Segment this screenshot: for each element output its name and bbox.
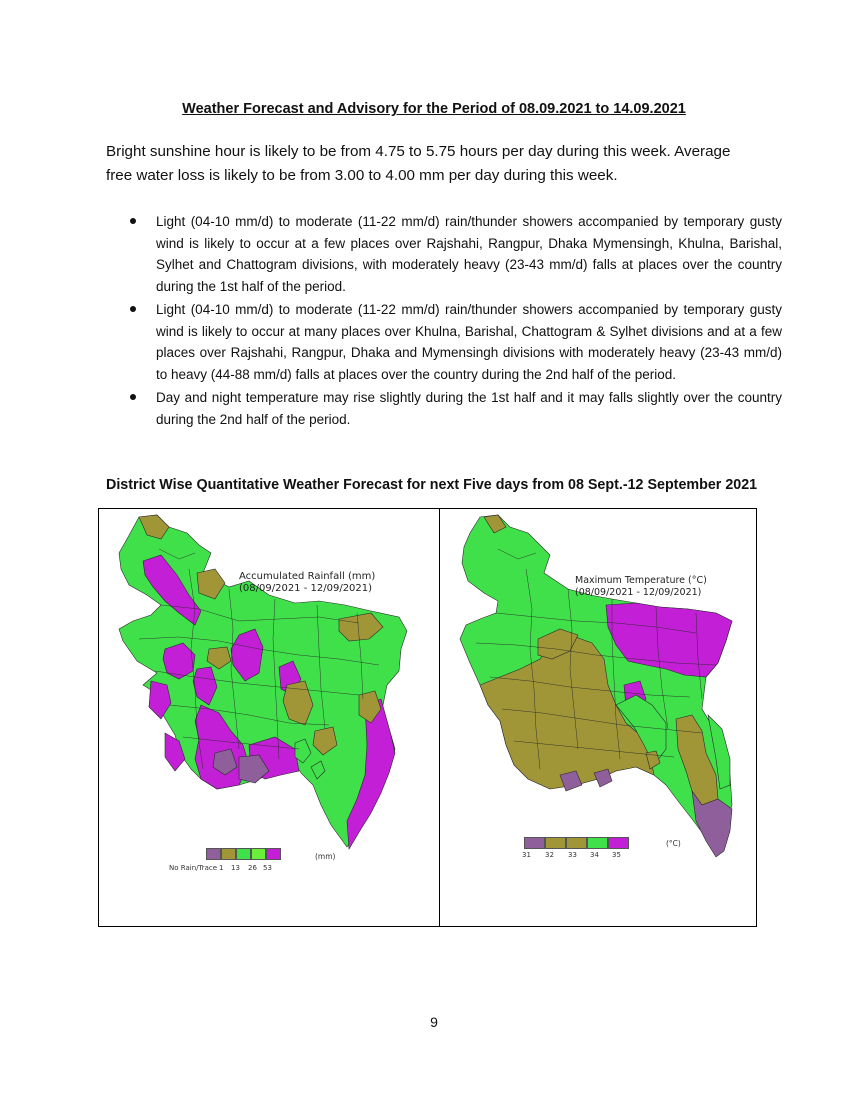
temperature-map-panel — [440, 509, 756, 926]
document-title: Weather Forecast and Advisory for the Period of 08.09.2021 to 14.09.2021 — [182, 101, 686, 117]
rainfall-legend-label: 1 — [219, 864, 224, 872]
section-subtitle: District Wise Quantitative Weather Forecast for next Five days from 08 Sept.-12 September 2021 — [106, 477, 758, 493]
rainfall-legend-swatch — [251, 848, 266, 860]
temperature-map-title-line-1: Maximum Temperature (°C) — [575, 575, 707, 586]
intro-paragraph — [106, 140, 756, 188]
temperature-legend-swatch — [566, 837, 587, 849]
bullet-icon — [130, 306, 136, 312]
temperature-legend-label: 35 — [612, 851, 621, 859]
rainfall-legend — [169, 848, 289, 880]
bullet-icon — [130, 394, 136, 400]
advisory-text: Light (04-10 mm/d) to moderate (11-22 mm/d) rain/thunder showers accompanied by temporary gusty wind is likely to occur at many places over Khulna, Barishal, Chattogram & Sylhet divisions and at a few places over Rajshahi, Rangpur, Dhaka and Mymensingh divisions with moderately heavy (23-43 mm/d) to heavy (44-88 mm/d) falls at places over the country during the 2nd half of the period. — [156, 302, 782, 382]
temperature-legend-swatch — [524, 837, 545, 849]
advisory-text: Light (04-10 mm/d) to moderate (11-22 mm/d) rain/thunder showers accompanied by temporary gusty wind is likely to occur at a few places over Rajshahi, Rangpur, Dhaka Mymensingh, Khulna, Barishal, Sylhet and Chattogram divisions, with moderately heavy (23-43 mm/d) falls at places over the country during the 1st half of the period. — [156, 214, 782, 294]
temperature-legend-label: 31 — [522, 851, 531, 859]
rainfall-map-title — [239, 571, 375, 595]
rainfall-map-title-line-2: (08/09/2021 - 12/09/2021) — [239, 583, 373, 594]
rainfall-legend-swatch — [236, 848, 251, 860]
maps-frame — [98, 508, 757, 927]
advisory-list — [128, 211, 782, 432]
rainfall-map-title-line-1: Accumulated Rainfall (mm) — [239, 571, 376, 582]
advisory-item — [128, 299, 782, 385]
rainfall-map-panel — [99, 509, 439, 926]
rainfall-legend-label: 53 — [263, 864, 272, 872]
temperature-legend-label: 34 — [590, 851, 599, 859]
temperature-legend-label: 32 — [545, 851, 554, 859]
page-number: 9 — [430, 1014, 438, 1030]
rainfall-legend-label: 13 — [231, 864, 240, 872]
temperature-legend-label: 33 — [568, 851, 577, 859]
intro-line-1: Bright sunshine hour is likely to be from 4.75 to 5.75 hours per day during this week. Average — [106, 143, 731, 160]
intro-line-2: free water loss is likely to be from 3.00 to 4.00 mm per day during this week. — [106, 167, 618, 184]
temperature-legend-swatch — [545, 837, 566, 849]
temperature-unit: (°C) — [666, 839, 681, 848]
rainfall-unit: (mm) — [315, 852, 336, 861]
rainfall-legend-swatch — [221, 848, 236, 860]
temperature-map-title — [575, 575, 707, 599]
rainfall-legend-swatch — [206, 848, 221, 860]
temperature-legend-swatch — [608, 837, 629, 849]
temperature-legend-swatch — [587, 837, 608, 849]
advisory-item — [128, 211, 782, 297]
temperature-legend — [524, 837, 644, 869]
advisory-text: Day and night temperature may rise slightly during the 1st half and it may falls slightly over the country during the 2nd half of the period. — [156, 390, 782, 427]
temperature-map-title-line-2: (08/09/2021 - 12/09/2021) — [575, 587, 702, 598]
bullet-icon — [130, 218, 136, 224]
rainfall-legend-swatch — [266, 848, 281, 860]
advisory-item — [128, 387, 782, 430]
rainfall-legend-label: 26 — [248, 864, 257, 872]
rainfall-legend-label: No Rain/Trace — [169, 864, 218, 872]
